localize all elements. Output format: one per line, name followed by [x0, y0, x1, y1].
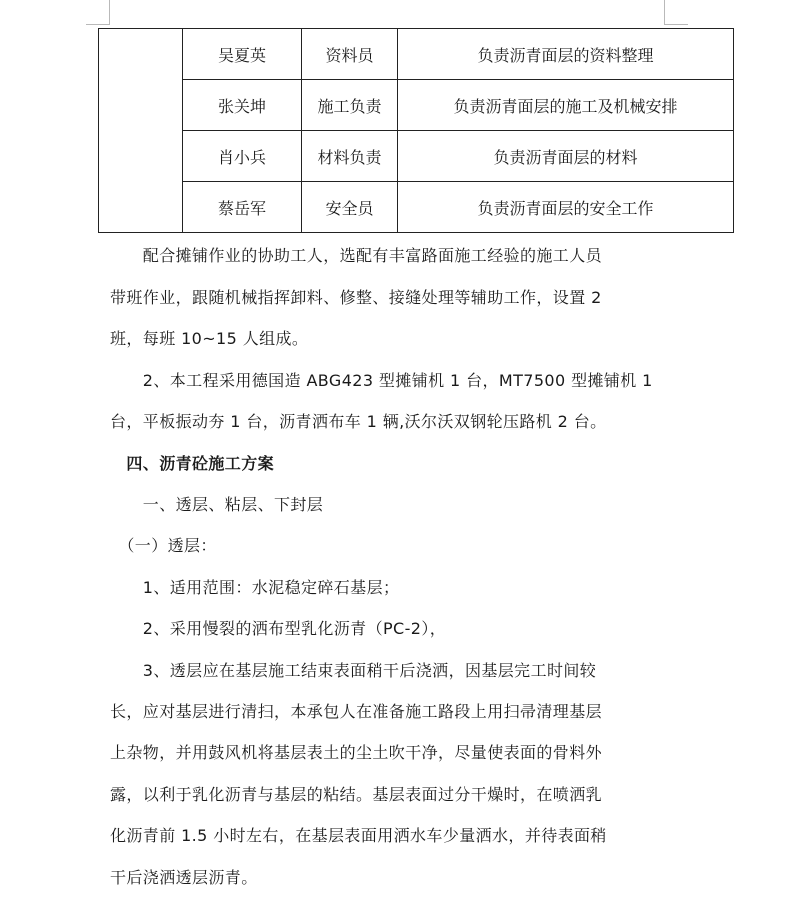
staff-role: 材料负责 — [302, 131, 398, 182]
subsection-heading: （一）透层： — [110, 536, 217, 555]
body-line: 配合摊铺作业的协助工人，选配有丰富路面施工经验的施工人员 — [110, 246, 603, 265]
staff-duty: 负责沥青面层的材料 — [398, 131, 734, 182]
body-line: 班，每班 10~15 人组成。 — [110, 329, 309, 348]
staff-name: 肖小兵 — [183, 131, 302, 182]
body-line: 露，以利于乳化沥青与基层的粘结。基层表面过分干燥时，在喷洒乳 — [110, 785, 603, 804]
table-cell-merged — [99, 29, 183, 233]
staff-role: 安全员 — [302, 182, 398, 233]
body-line: 带班作业，跟随机械指挥卸料、修整、接缝处理等辅助工作，设置 2 — [110, 288, 602, 307]
body-line: 2、采用慢裂的洒布型乳化沥青（PC-2）， — [110, 619, 447, 638]
margin-mark-left-h — [86, 24, 110, 25]
table-row — [99, 80, 734, 131]
staff-name: 吴夏英 — [183, 29, 302, 80]
body-line: 1、适用范围：水泥稳定碎石基层； — [110, 578, 400, 597]
section-heading: 四、沥青砼施工方案 — [110, 454, 275, 473]
margin-mark-right — [664, 0, 665, 24]
margin-mark-left — [109, 0, 110, 24]
body-line: 上杂物，并用鼓风机将基层表土的尘土吹干净，尽量使表面的骨料外 — [110, 743, 603, 762]
staff-name: 张关坤 — [183, 80, 302, 131]
body-line: 化沥青前 1.5 小时左右，在基层表面用洒水车少量洒水，并待表面稍 — [110, 826, 607, 845]
subsection-heading: 一、透层、粘层、下封层 — [110, 495, 324, 514]
staff-role: 资料员 — [302, 29, 398, 80]
body-line: 台，平板振动夯 1 台，沥青洒布车 1 辆,沃尔沃双钢轮压路机 2 台。 — [110, 412, 607, 431]
staff-name: 蔡岳军 — [183, 182, 302, 233]
table-row — [99, 182, 734, 233]
body-line: 2、本工程采用德国造 ABG423 型摊铺机 1 台，MT7500 型摊铺机 1 — [110, 371, 653, 390]
body-line: 3、透层应在基层施工结束表面稍干后浇洒，因基层完工时间较 — [110, 661, 597, 680]
table-row — [99, 131, 734, 182]
body-line: 长，应对基层进行清扫，本承包人在准备施工路段上用扫帚清理基层 — [110, 702, 603, 721]
staff-duty: 负责沥青面层的安全工作 — [398, 182, 734, 233]
staff-table — [98, 28, 734, 233]
staff-duty: 负责沥青面层的施工及机械安排 — [398, 80, 734, 131]
staff-duty: 负责沥青面层的资料整理 — [398, 29, 734, 80]
margin-mark-right-h — [664, 24, 688, 25]
staff-role: 施工负责 — [302, 80, 398, 131]
table-row — [99, 29, 734, 80]
body-line: 干后浇洒透层沥青。 — [110, 868, 258, 887]
